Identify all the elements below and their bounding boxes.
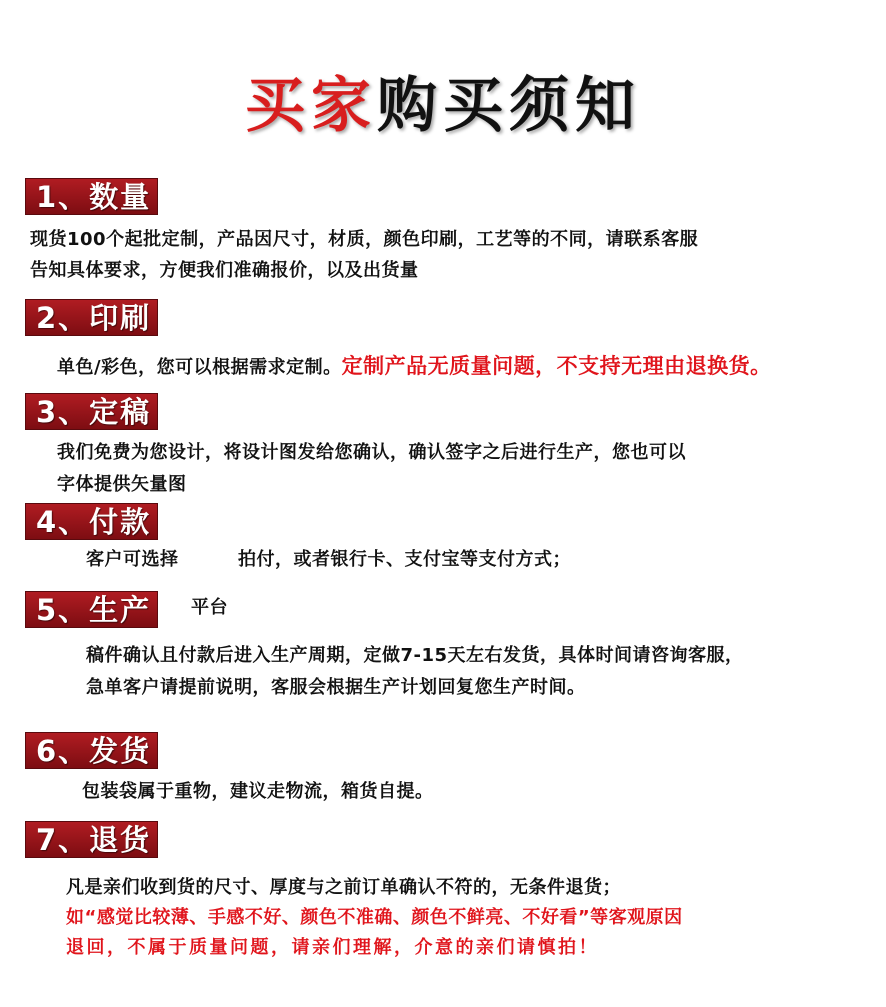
section-6-line-1: 包装袋属于重物，建议走物流，箱货自提。 [82, 781, 434, 802]
page-title [0, 70, 886, 142]
section-2-heading: 2、印刷 [25, 299, 158, 336]
section-5-line-1: 稿件确认且付款后进入生产周期，定做7-15天左右发货，具体时间请咨询客服， [86, 645, 744, 666]
section-2-line [57, 354, 772, 380]
section-3-heading: 3、定稿 [25, 393, 158, 430]
section-5-line-2: 急单客户请提前说明，客服会根据生产计划回复您生产时间。 [86, 677, 586, 698]
section-2-warning: 定制产品无质量问题，不支持无理由退换货。 [341, 354, 772, 378]
section-1-line-2: 告知具体要求，方便我们准确报价，以及出货量 [30, 260, 419, 281]
title-part-black: 购买须知 [377, 71, 641, 141]
section-5-note: 平台 [191, 597, 228, 618]
section-7-line-2: 如“感觉比较薄、手感不好、颜色不准确、颜色不鲜亮、不好看”等客观原因 [66, 907, 683, 928]
section-7-line-3: 退回，不属于质量问题，请亲们理解，介意的亲们请慎拍！ [66, 937, 599, 958]
section-7-heading: 7、退货 [25, 821, 158, 858]
section-3-line-2: 字体提供矢量图 [57, 474, 187, 495]
title-part-red: 买家 [245, 71, 377, 141]
section-4-heading: 4、付款 [25, 503, 158, 540]
section-4-text-2: 拍付，或者银行卡、支付宝等支付方式； [238, 549, 571, 570]
section-4-text-1: 客户可选择 [86, 549, 179, 570]
section-1-line-1: 现货100个起批定制，产品因尺寸，材质，颜色印刷，工艺等的不同，请联系客服 [30, 229, 699, 250]
section-5-heading: 5、生产 [25, 591, 158, 628]
section-7-line-1: 凡是亲们收到货的尺寸、厚度与之前订单确认不符的，无条件退货； [66, 877, 621, 898]
section-2-text: 单色/彩色，您可以根据需求定制。 [57, 357, 342, 378]
section-6-heading: 6、发货 [25, 732, 158, 769]
section-3-line-1: 我们免费为您设计，将设计图发给您确认，确认签字之后进行生产，您也可以 [57, 442, 686, 463]
section-1-heading: 1、数量 [25, 178, 158, 215]
